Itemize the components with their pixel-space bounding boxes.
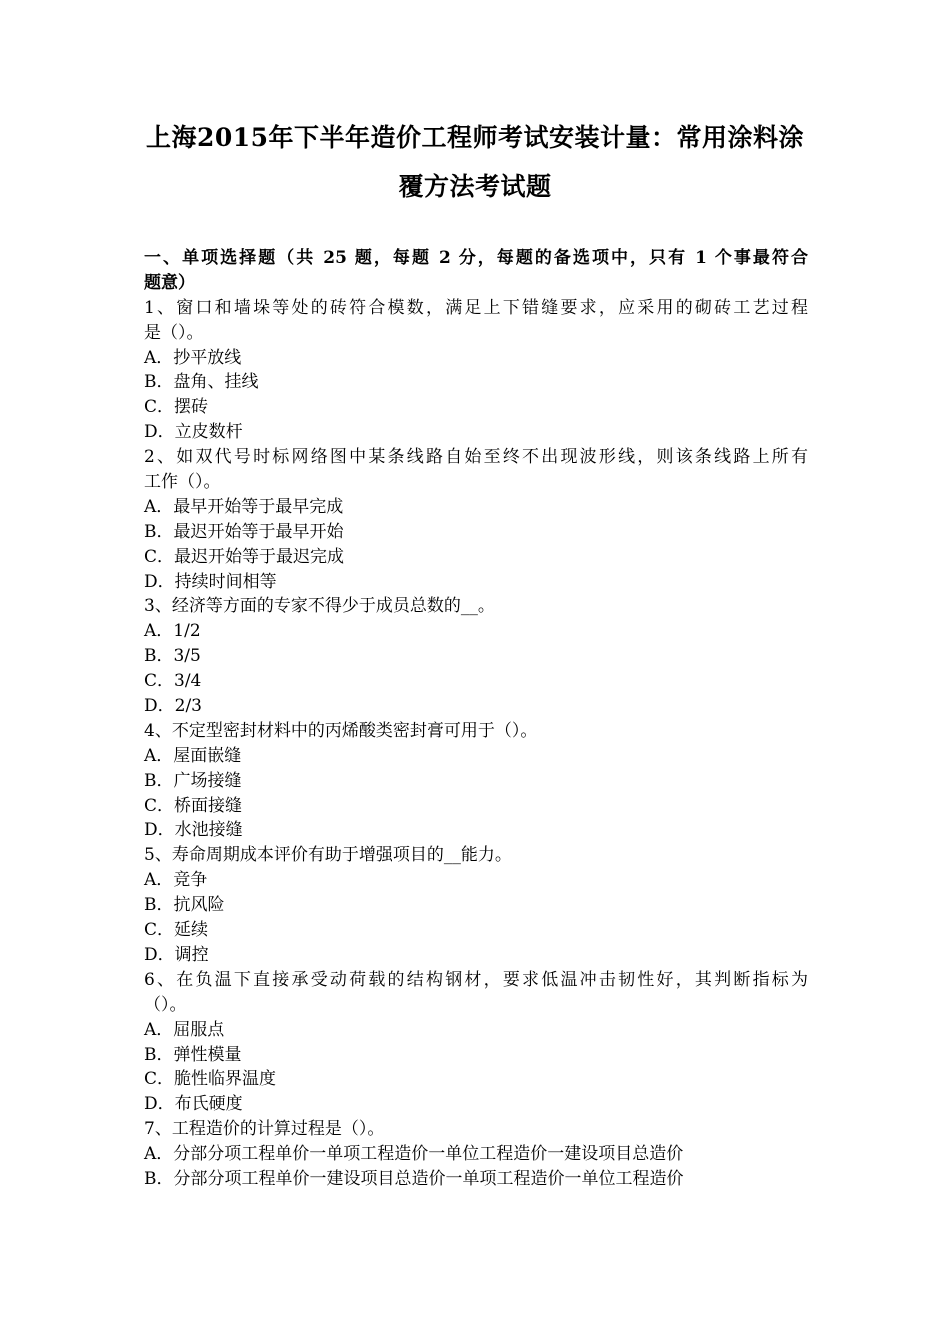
question-1-option-c: C．摆砖 [144, 397, 209, 418]
question-6-option-c: C．脆性临界温度 [144, 1069, 277, 1090]
question-1-stem-line-2: 是（）。 [144, 322, 204, 343]
question-4-option-a: A．屋面嵌缝 [144, 745, 242, 766]
question-6-stem-line-2: （）。 [144, 994, 187, 1015]
question-3-option-c: C．3/4 [144, 671, 202, 692]
question-3-option-d: D．2/3 [144, 696, 202, 717]
question-2-stem-line-2: 工作（）。 [144, 472, 221, 493]
question-1-option-b: B．盘角、挂线 [144, 372, 259, 393]
question-5-option-b: B．抗风险 [144, 895, 225, 916]
question-6-option-a: A．屈服点 [144, 1019, 225, 1040]
question-5-option-a: A．竞争 [144, 870, 208, 891]
question-4-option-c: C．桥面接缝 [144, 795, 243, 816]
question-4-stem: 4、不定型密封材料中的丙烯酸类密封膏可用于（）。 [144, 720, 538, 741]
document-body [144, 246, 808, 1192]
question-7-option-a: A．分部分项工程单价一单项工程造价一单位工程造价一建设项目总造价 [144, 1144, 684, 1165]
question-7-stem: 7、工程造价的计算过程是（）。 [144, 1119, 385, 1140]
section-header-line-2: 题意） [144, 272, 195, 293]
question-5-stem: 5、寿命周期成本评价有助于增强项目的__能力。 [144, 845, 512, 866]
question-2-stem-line-1: 2、如双代号时标网络图中某条线路自始至终不出现波形线，则该条线路上所有 [144, 447, 808, 468]
question-3-option-a: A．1/2 [144, 621, 201, 642]
question-6-option-d: D．布氏硬度 [144, 1094, 243, 1115]
question-3-option-b: B．3/5 [144, 646, 201, 667]
question-2-option-c: C．最迟开始等于最迟完成 [144, 546, 345, 567]
document-title-line-2: 覆方法考试题 [398, 172, 552, 201]
question-6-stem-line-1: 6、在负温下直接承受动荷载的结构钢材，要求低温冲击韧性好，其判断指标为 [144, 969, 808, 990]
question-5-option-d: D．调控 [144, 944, 209, 965]
question-2-option-d: D．持续时间相等 [144, 571, 277, 592]
question-7-option-b: B．分部分项工程单价一建设项目总造价一单项工程造价一单位工程造价 [144, 1168, 684, 1189]
question-4-option-b: B．广场接缝 [144, 770, 242, 791]
question-1-option-d: D．立皮数杆 [144, 422, 243, 443]
question-4-option-d: D．水池接缝 [144, 820, 243, 841]
section-header-line-1: 一、单项选择题（共 25 题，每题 2 分，每题的备选项中，只有 1 个事最符合 [144, 248, 808, 268]
question-2-option-a: A．最早开始等于最早完成 [144, 496, 344, 517]
question-3-stem: 3、经济等方面的专家不得少于成员总数的__。 [144, 596, 495, 617]
question-5-option-c: C．延续 [144, 920, 209, 941]
question-1-option-a: A．抄平放线 [144, 347, 242, 368]
question-6-option-b: B．弹性模量 [144, 1044, 242, 1065]
question-1-stem-line-1: 1、窗口和墙垛等处的砖符合模数，满足上下错缝要求，应采用的砌砖工艺过程 [144, 297, 808, 318]
document-title-line-1: 上海2015年下半年造价工程师考试安装计量：常用涂料涂 [145, 123, 805, 152]
question-2-option-b: B．最迟开始等于最早开始 [144, 521, 344, 542]
